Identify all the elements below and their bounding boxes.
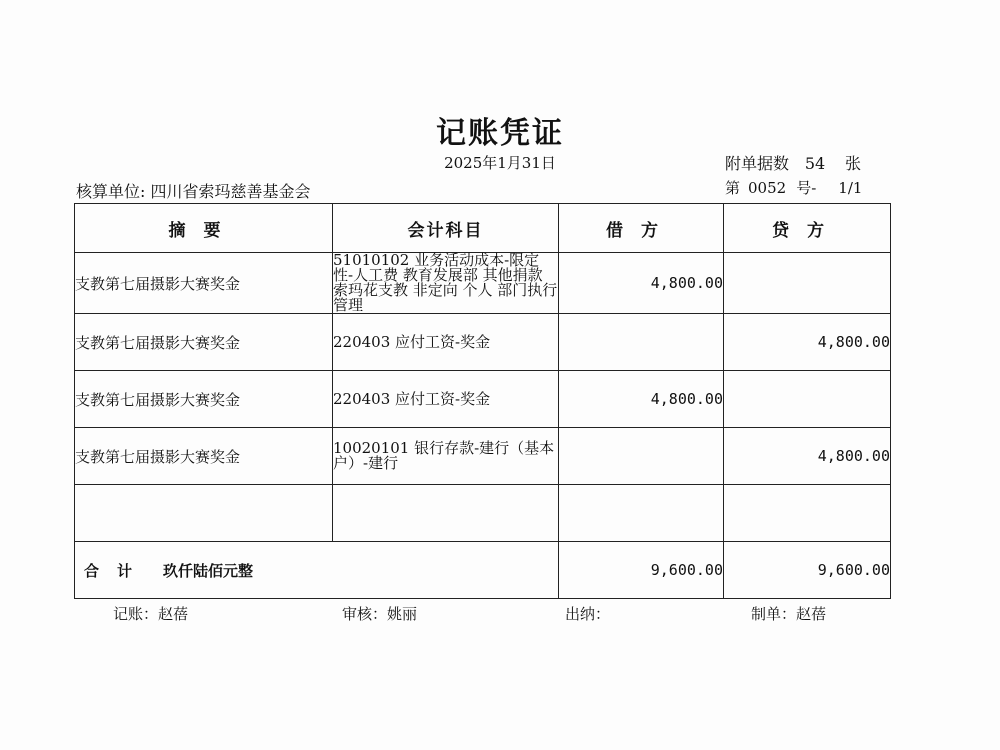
row-credit [724,253,891,314]
voucher-table [74,203,891,599]
table-header-row [75,204,891,253]
header-account: 会计科目 [333,204,559,253]
preparer-signature: 制单：赵蓓 [751,605,827,623]
voucher-number-value: 0052 [748,179,787,197]
row-debit [559,314,724,371]
row-account: 220403 应付工资-奖金 [333,371,559,428]
accounting-unit-value: 四川省索玛慈善基金会 [150,182,311,201]
row-summary: 支教第七届摄影大赛奖金 [75,314,333,371]
document-title: 记账凭证 [436,116,564,151]
attachment-label: 附单据数 [725,154,790,173]
row-credit: 4,800.00 [724,428,891,485]
bookkeeper-signature: 记账：赵蓓 [113,605,189,623]
reviewer-signature: 审核：姚丽 [342,605,418,623]
attachment-count [725,151,861,174]
row-account: 51010102 业务活动成本-限定性-人工费 教育发展部 其他捐款 索玛花支教 非定向 个人 部门执行管理 [333,251,558,314]
row-credit [724,371,891,428]
cashier-signature: 出纳： [565,605,611,623]
row-debit: 4,800.00 [559,371,724,428]
attachment-unit: 张 [845,154,862,173]
voucher-number-prefix: 第 [725,179,741,197]
total-credit: 9,600.00 [724,542,891,599]
row-credit [724,485,891,542]
row-summary: 支教第七届摄影大赛奖金 [75,371,333,428]
table-row [75,428,891,485]
header-debit: 借方 [559,204,724,253]
header-summary: 摘要 [75,204,333,253]
header-credit: 贷方 [724,204,891,253]
row-account: 10020101 银行存款-建行（基本户）-建行 [333,428,559,485]
total-label: 合计 [83,561,150,580]
row-account [333,485,559,542]
voucher-date: 2025年1月31日 [444,154,556,172]
total-amount-in-words: 玖仟陆佰元整 [163,561,254,580]
accounting-unit [76,179,311,202]
voucher-page: 1/1 [838,179,863,197]
row-debit: 4,800.00 [559,253,724,314]
voucher-number [725,177,862,198]
table-row [75,371,891,428]
row-credit: 4,800.00 [724,314,891,371]
row-summary: 支教第七届摄影大赛奖金 [75,253,333,314]
table-row-empty [75,485,891,542]
total-debit: 9,600.00 [559,542,724,599]
total-words-cell [75,542,559,599]
total-row [75,542,891,599]
row-debit [559,428,724,485]
row-account: 220403 应付工资-奖金 [333,314,559,371]
voucher-number-suffix: 号- [796,179,817,197]
table-row [75,314,891,371]
row-debit [559,485,724,542]
accounting-unit-label: 核算单位: [76,182,146,201]
row-summary: 支教第七届摄影大赛奖金 [75,428,333,485]
attachment-number: 54 [804,154,826,173]
table-row [75,253,891,314]
row-summary [75,485,333,542]
